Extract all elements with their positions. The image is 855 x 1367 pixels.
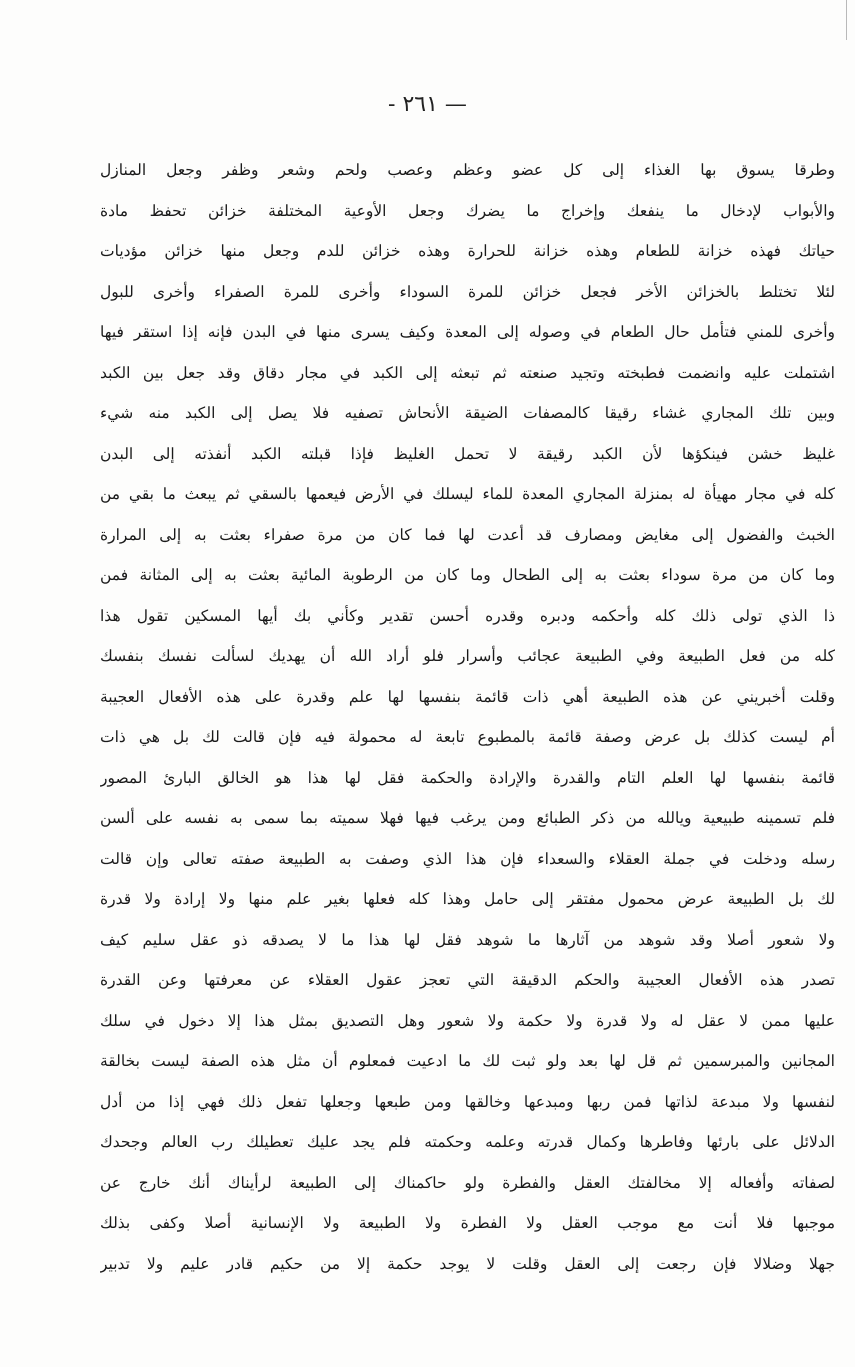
text-line: رسله ودخلت في جملة العقلاء والسعداء فإن هذا الذي وصفت به الطبيعة صفته تعالى وإن قالت — [100, 849, 835, 868]
text-line: اشتملت عليه وانضمت فطبخته وتجيد صنعته ثم تبعثه إلى الكبد في مجار دقاق وقد جعل بين الكبد — [100, 363, 835, 382]
text-line: غليظ خشن فينكؤها لأن الكبد رقيقة لا تحمل الغليظ فإذا قبلته الكبد أنفذته إلى البدن — [100, 444, 835, 463]
text-line: وبين تلك المجاري غشاء رقيقا كالمصفات الضيقة الأنحاش تصفيه فلا يصل إلى الكبد منه شيء — [100, 404, 835, 422]
text-line: لئلا تختلط بالخزائن الأخر فجعل خزائن للمرة السوداء وأخرى للمرة الصفراء وأخرى للبول — [100, 282, 835, 301]
text-line: لصفاته وأفعاله إلا مخالفتك العقل والفطرة ولو حاكمناك إلى الطبيعة لرأيناك أنك خارج عن — [100, 1173, 835, 1192]
text-line: وأخرى للمني فتأمل حال الطعام في وصوله إلى المعدة وكيف يسرى منها في البدن فإنه إذا استقر فيها — [100, 323, 835, 341]
text-line: قائمة بنفسها لها العلم التام والقدرة والإرادة والحكمة فقل لها هذا هو الخالق البارئ المصور — [100, 768, 835, 787]
text-line: أم ليست كذلك بل عرض وصفة قائمة بالمطبوع تابعة له محمولة فيه فإن قالت لك بل هي ذات — [100, 728, 835, 746]
text-line: لك بل الطبيعة عرض محمول مفتقر إلى حامل وهذا كله فعلها بغير علم منها ولا إرادة ولا قدرة — [100, 890, 835, 908]
text-line: وما كان من مرة سوداء بعثت به إلى الطحال وما كان من الرطوبة المائية بعثت به إلى المثانة فمن — [100, 566, 835, 584]
text-line: حياتك فهذه خزانة للطعام وهذه خزانة للحرارة وهذه خزائن للدم وجعل منها خزائن مؤديات — [100, 242, 835, 260]
text-line: فلم تسمينه طبيعية ويالله من ذكر الطبائع ومن يرغب فيها فهلا سميته بما سمى به نفسه على ألسن — [100, 809, 835, 827]
text-line: وقلت أخبريني عن هذه الطبيعة أهي ذات قائمة بنفسها لها علم وقدرة على هذه الأفعال العجيبة — [100, 687, 835, 706]
text-line: عليها ممن لا عقل له ولا قدرة ولا حكمة ولا شعور وهل التصديق بمثل هذا إلا دخول في سلك — [100, 1011, 835, 1030]
text-line: والأبواب لإدخال ما ينفعك وإخراج ما يضرك وجعل الأوعية المختلفة خزائن تحفظ مادة — [100, 201, 835, 220]
text-line: ولا شعور أصلا وقد شوهد من آثارها ما شوهد فقل لها هذا ما لا يصدقه ذو عقل سليم كيف — [100, 930, 835, 949]
text-line: كله من فعل الطبيعة وفي الطبيعة عجائب وأسرار فلو أراد الله أن يهديك لسألت نفسك بنفسك — [100, 647, 835, 665]
text-line: تصدر هذه الأفعال العجيبة والحكم الدقيقة التي تعجز عقول العقلاء عن معرفتها وعن القدرة — [100, 971, 835, 989]
text-line: كله في مجار مهيأة له بمنزلة المجاري المعدة للماء ليسلك في الأرض فيعمها بالسقي ثم يبعث ما بقي من — [100, 485, 835, 503]
text-line: المجانين والمبرسمين ثم قل لها بعد ولو ثبت لك ما ادعيت فمعلوم أن مثل هذه الصفة ليست بخالقة — [100, 1052, 835, 1070]
text-line: جهلا وضلالا فإن رجعت إلى العقل وقلت لا يوجد حكمة إلا من حكيم قادر عليم ولا تدبير — [100, 1254, 835, 1273]
text-line: الخبث والفضول إلى مغايض ومصارف قد أعدت لها فما كان من مرة صفراء بعثت به إلى المرارة — [100, 525, 835, 544]
text-line: الدلائل على بارئها وفاطرها وكمال قدرته وعلمه وحكمته فلم يجد عليك تعطيلك رب العالم وجحدك — [100, 1133, 835, 1151]
text-line: لنفسها ولا مبدعة لذاتها فمن ربها ومبدعها وخالقها ومن طبعها وجعلها تفعل ذلك فهي إذا من أدل — [100, 1092, 835, 1111]
text-line: ذا الذي تولى ذلك كله وأحكمه ودبره وقدره أحسن تقدير وكأني بك أيها المسكين تقول هذا — [100, 606, 835, 625]
scan-edge-mark — [846, 0, 847, 40]
text-line: وطرقا يسوق بها الغذاء إلى كل عضو وعظم وعصب ولحم وشعر وظفر وجعل المنازل — [100, 161, 835, 179]
page-number: — ٢٦١ - — [388, 92, 467, 117]
text-line: موجبها فلا أنت مع موجب العقل ولا الفطرة ولا الطبيعة ولا الإنسانية أصلا وكفى بذلك — [100, 1214, 835, 1232]
body-text — [100, 150, 835, 1284]
